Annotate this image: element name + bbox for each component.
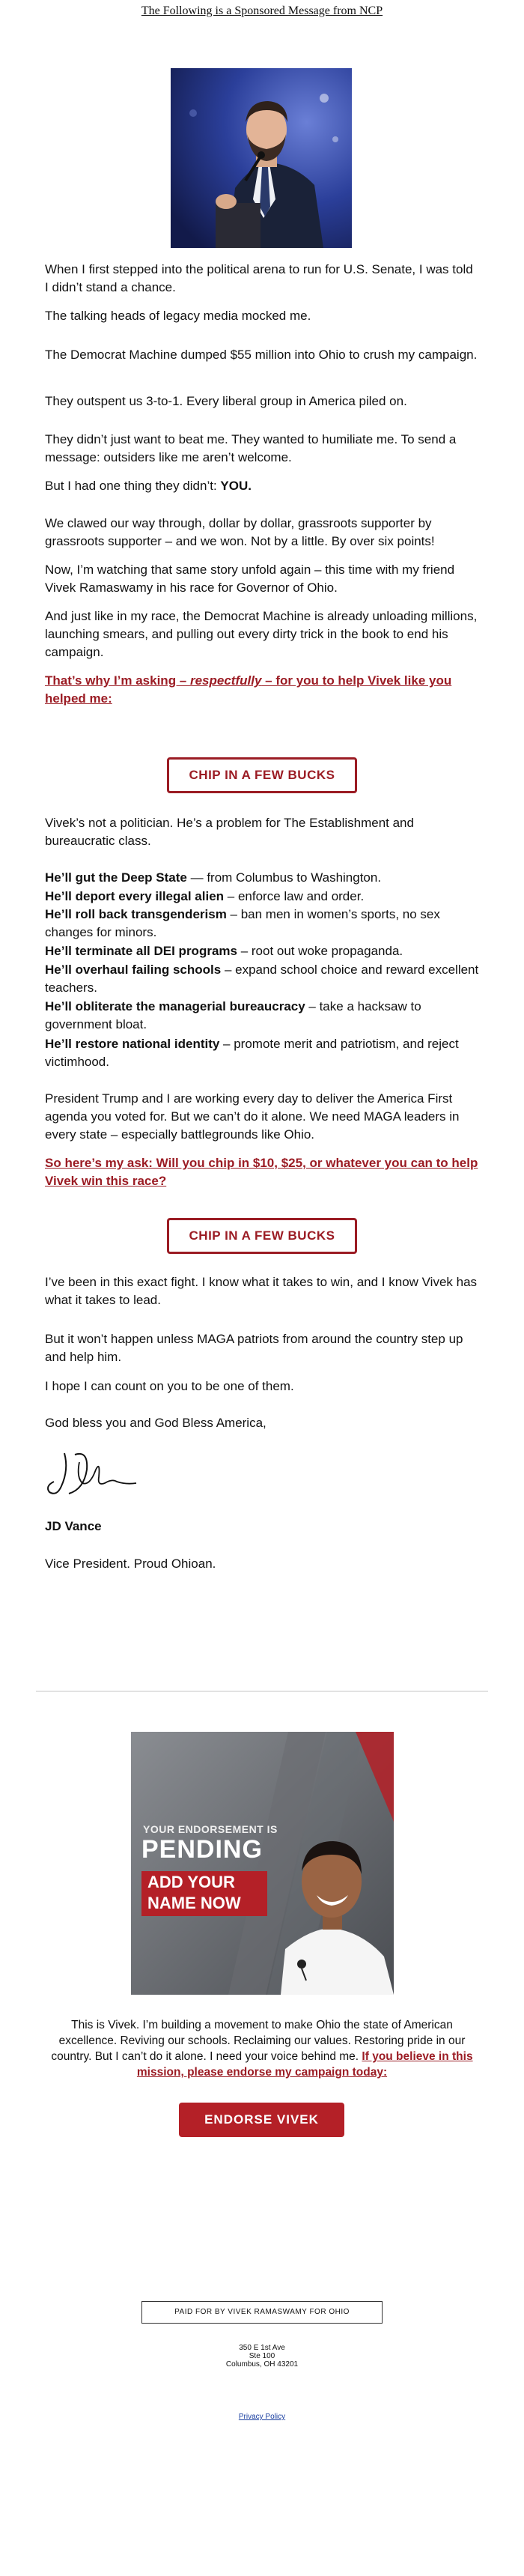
privacy-policy-link[interactable]: Privacy Policy bbox=[238, 2413, 286, 2421]
paragraph: The Democrat Machine dumped $55 million into Ohio to crush my campaign. bbox=[45, 348, 478, 362]
ask-link-1[interactable] bbox=[45, 672, 479, 708]
address-line-1: 350 E 1st Ave bbox=[239, 2344, 285, 2352]
section-divider bbox=[36, 1691, 488, 1692]
banner-line-3: ADD YOUR bbox=[147, 1873, 235, 1891]
address-line-2: Ste 100 bbox=[249, 2352, 275, 2360]
policy-text: – root out woke propaganda. bbox=[237, 944, 403, 958]
policy-item bbox=[45, 869, 479, 887]
speaker-photo-illustration bbox=[171, 68, 352, 248]
policy-text: – take a hacksaw to government bloat. bbox=[45, 999, 421, 1031]
chip-in-button-1[interactable]: CHIP IN A FEW BUCKS bbox=[167, 757, 357, 793]
signer-title: Vice President. Proud Ohioan. bbox=[45, 1557, 216, 1571]
policy-text: – promote merit and patriotism, and reject victimhood. bbox=[45, 1037, 459, 1069]
policy-bold: He’ll terminate all DEI programs bbox=[45, 944, 237, 958]
sponsor-line: The Following is a Sponsored Message from NCP bbox=[141, 4, 383, 17]
policy-text: — from Columbus to Washington. bbox=[186, 870, 382, 885]
paragraph: Now, I’m watching that same story unfold again – this time with my friend Vivek Ramaswamy in his race for Governor of Ohio. bbox=[45, 563, 455, 595]
chip-in-button-2[interactable]: CHIP IN A FEW BUCKS bbox=[167, 1218, 357, 1254]
paragraph-text: But I had one thing they didn’t: bbox=[45, 479, 221, 493]
policy-text: – ban men in women’s sports, no sex changes for minors. bbox=[45, 907, 440, 939]
paragraph: When I first stepped into the political arena to run for U.S. Senate, I was told I didn’t stand a chance. bbox=[45, 262, 473, 294]
policy-bold: He’ll overhaul failing schools bbox=[45, 963, 222, 977]
policy-item bbox=[45, 942, 479, 960]
endorse-vivek-button[interactable]: ENDORSE VIVEK bbox=[179, 2103, 344, 2137]
paragraph bbox=[45, 477, 479, 495]
policy-bold: He’ll restore national identity bbox=[45, 1037, 220, 1051]
policy-item bbox=[45, 1035, 479, 1071]
speaker-photo bbox=[171, 68, 352, 248]
policy-item bbox=[45, 888, 479, 906]
endorsement-banner[interactable] bbox=[131, 1732, 394, 1995]
policy-item bbox=[45, 906, 479, 942]
policy-item bbox=[45, 998, 479, 1034]
endorse-link[interactable]: If you believe in this mission, please endorse my campaign today: bbox=[136, 2050, 473, 2079]
paragraph: They outspent us 3-to-1. Every liberal group in America piled on. bbox=[45, 394, 407, 408]
paragraph: They didn’t just want to beat me. They wanted to humiliate me. To send a message: outsiders like me aren’t welcome. bbox=[45, 432, 457, 464]
paragraph: God bless you and God Bless America, bbox=[45, 1416, 266, 1430]
banner-line-4: NAME NOW bbox=[147, 1894, 241, 1912]
banner-line-1: YOUR ENDORSEMENT IS bbox=[143, 1823, 278, 1835]
banner-line-2: PENDING bbox=[141, 1835, 263, 1864]
paragraph: We clawed our way through, dollar by dollar, grassroots supporter by grassroots supporter – and we won. Not by a little. By over six points! bbox=[45, 516, 435, 548]
policy-bold: He’ll deport every illegal alien bbox=[45, 889, 225, 903]
signer-name: JD Vance bbox=[45, 1519, 102, 1533]
ask-link-2[interactable]: So here’s my ask: Will you chip in $10, $25, or whatever you can to help Vivek win this race? bbox=[45, 1156, 478, 1188]
ask-text: – for you to help Vivek like you helped me: bbox=[45, 673, 452, 706]
paragraph: Vivek’s not a politician. He’s a problem for The Establishment and bureaucratic class. bbox=[45, 816, 414, 848]
paragraph: But it won’t happen unless MAGA patriots from around the country step up and help him. bbox=[45, 1332, 463, 1364]
paragraph: And just like in my race, the Democrat Machine is already unloading millions, launching smears, and pulling out every dirty trick in the book to end his campaign. bbox=[45, 609, 478, 659]
paid-for-disclaimer: PAID FOR BY VIVEK RAMASWAMY FOR OHIO bbox=[141, 2301, 383, 2324]
policy-bold: He’ll roll back transgenderism bbox=[45, 907, 227, 921]
policy-bold: He’ll obliterate the managerial bureaucracy bbox=[45, 999, 305, 1013]
ask-emphasis: respectfully bbox=[189, 673, 262, 688]
paragraph: The talking heads of legacy media mocked me. bbox=[45, 309, 311, 323]
paragraph: I’ve been in this exact fight. I know what it takes to win, and I know Vivek has what it takes to lead. bbox=[45, 1275, 478, 1307]
paragraph: President Trump and I are working every day to deliver the America First agenda you voted for. But we can’t do it alone. We need MAGA leaders in every state – especially battlegrounds like Ohio. bbox=[45, 1091, 460, 1142]
emphasis-you: YOU. bbox=[220, 479, 252, 493]
vivek-message-text: This is Vivek. I’m building a movement to make Ohio the state of American excellence. Reviving our schools. Reclaiming our values. Restoring pride in our country. But I can’t do it alone. I need your voice behind me. bbox=[51, 2019, 466, 2063]
policy-item bbox=[45, 961, 479, 997]
signature bbox=[43, 1440, 156, 1515]
address-line-3: Columbus, OH 43201 bbox=[225, 2360, 299, 2369]
policy-text: – enforce law and order. bbox=[224, 889, 365, 903]
vivek-message bbox=[45, 2017, 479, 2080]
paragraph: I hope I can count on you to be one of them. bbox=[45, 1379, 294, 1393]
ask-text: That’s why I’m asking – bbox=[45, 673, 190, 688]
policy-bold: He’ll gut the Deep State bbox=[45, 870, 187, 885]
policy-text: – expand school choice and reward excellent teachers. bbox=[45, 963, 479, 995]
signature-drawing bbox=[43, 1440, 156, 1515]
